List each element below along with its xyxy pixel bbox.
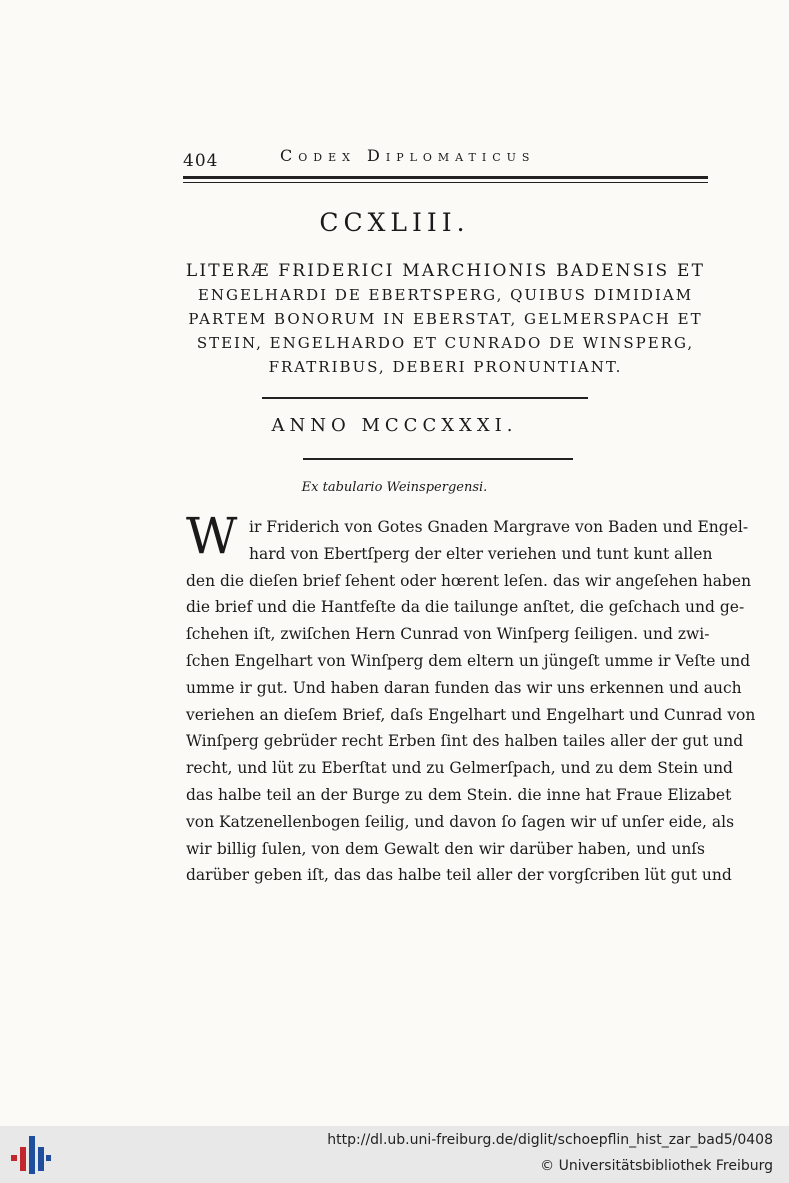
body-line: hard von Ebertſperg der elter veriehen und tunt kunt allen (249, 544, 713, 563)
body-line: veriehen an dieſem Brief, daſs Engelhart und Engelhart und Cunrad von (186, 705, 756, 724)
title-line: PARTEM BONORUM IN EBERSTAT, GELMERSPACH ET (188, 310, 703, 328)
body-line: ir Friderich von Gotes Gnaden Margrave von Baden und Engel- (249, 518, 749, 536)
document-body (186, 514, 756, 889)
page-header (183, 143, 708, 173)
library-logo-icon (11, 1134, 51, 1176)
body-line: umme ir gut. Und haben daran funden das wir uns erkennen und auch (186, 678, 742, 697)
body-line: von Katzenellenbogen ſeilig, und davon ſo ſagen wir uf unſer eide, als (186, 812, 735, 831)
drop-initial: W (186, 507, 238, 565)
body-line: recht, und lüt zu Eberſtat und zu Gelmerſpach, und zu dem Stein und (186, 759, 733, 778)
body-line: das halbe teil an der Burge zu dem Stein. die inne hat Fraue Elizabet (186, 785, 732, 804)
header-rule (183, 176, 708, 183)
body-line: die brief und die Hantfeſte da die tailunge anſtet, die geſchach und ge- (186, 598, 745, 617)
document-title (183, 259, 708, 379)
year-divider (303, 458, 573, 460)
body-line: ſchehen iſt, zwiſchen Hern Cunrad von Winſperg ſeiligen. und zwi- (186, 625, 710, 644)
running-title: Codex Diplomaticus (280, 146, 536, 165)
viewer-footer (0, 1126, 789, 1183)
copyright-notice: © Universitätsbibliothek Freiburg (540, 1158, 773, 1174)
document-source: Ex tabulario Weinspergensi. (301, 480, 488, 495)
title-line: FRATRIBUS, DEBERI PRONUNTIANT. (268, 358, 623, 376)
body-line: Winſperg gebrüder recht Erben ſint des halben tailes aller der gut und (186, 732, 744, 751)
title-line: STEIN, ENGELHARDO ET CUNRADO DE WINSPERG, (196, 334, 695, 352)
body-line: darüber geben iſt, das das halbe teil aller der vorgſcriben lüt gut und (186, 866, 732, 885)
title-line: LITERÆ FRIDERICI MARCHIONIS BADENSIS ET (185, 261, 706, 281)
title-line: ENGELHARDI DE EBERTSPERG, QUIBUS DIMIDIAM (197, 286, 694, 304)
document-year: ANNO MCCCXXXI. (271, 415, 518, 436)
body-line: wir billig ſulen, von dem Gewalt den wir darüber haben, und unſs (186, 839, 705, 858)
source-url-link[interactable]: http://dl.ub.uni-freiburg.de/diglit/schoepflin_hist_zar_bad5/0408 (327, 1132, 773, 1148)
body-line: ſchen Engelhart von Winſperg dem eltern un jüngeſt umme ir Veſte und (186, 651, 751, 670)
body-line: den die dieſen brief ſehent oder hœrent leſen. das wir angeſehen haben (186, 571, 752, 590)
document-number: CCXLIII. (319, 208, 470, 237)
title-divider (262, 397, 588, 399)
page-number: 404 (183, 151, 219, 171)
